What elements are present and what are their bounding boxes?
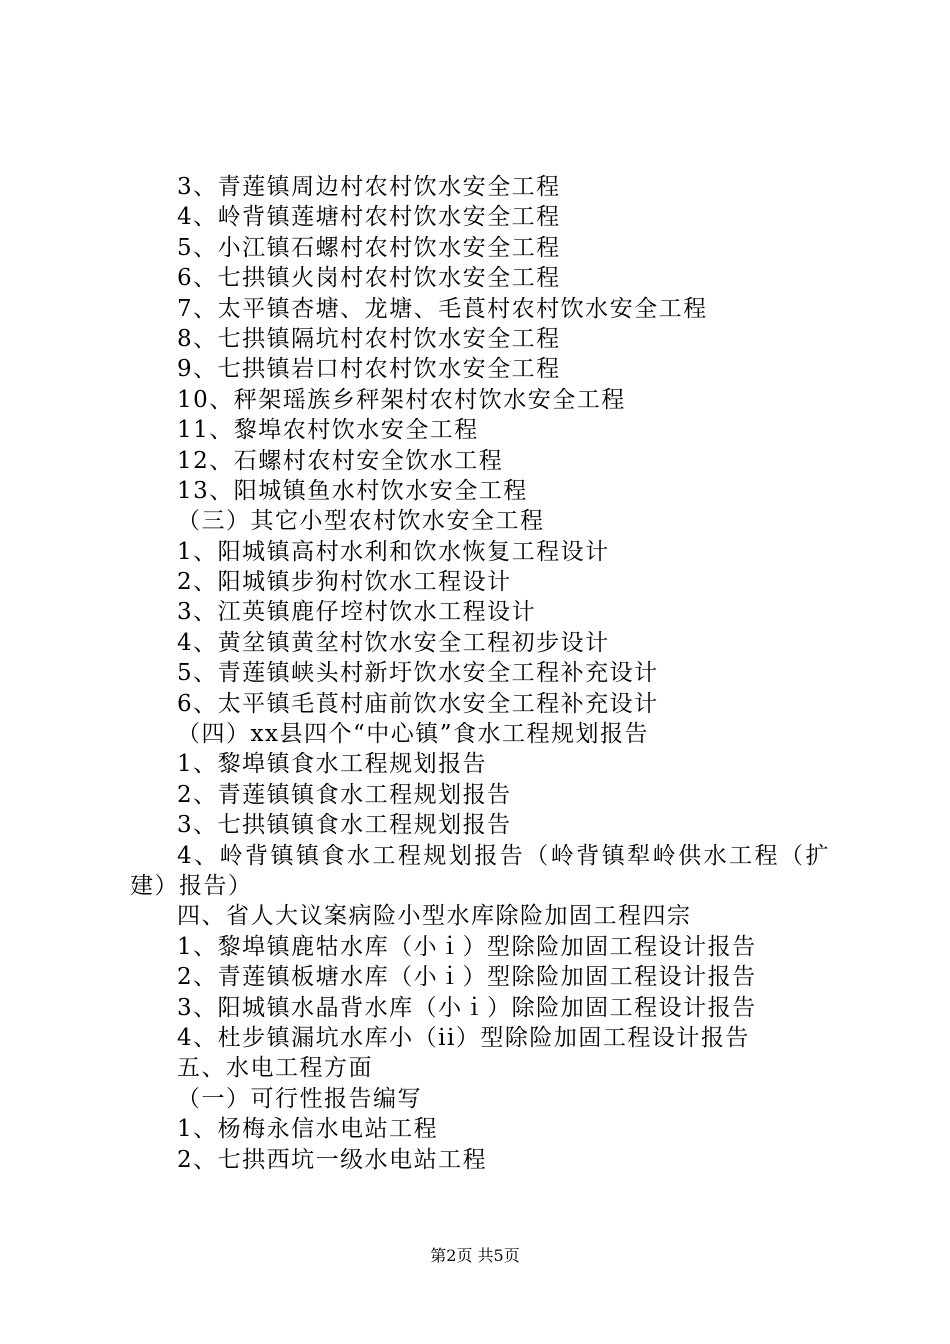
text-line: 7、太平镇杏塘、龙塘、毛莨村农村饮水安全工程 [177, 295, 708, 322]
text-line: 2、青莲镇板塘水库（小ｉ）型除险加固工程设计报告 [177, 964, 757, 991]
text-line: 3、青莲镇周边村农村饮水安全工程 [177, 174, 561, 200]
text-line-wrapped: 4、岭背镇镇食水工程规划报告（岭背镇犁岭供水工程（扩建）报告） [130, 842, 830, 899]
section-heading: （一）可行性报告编写 [177, 1085, 422, 1112]
text-line: 6、太平镇毛莨村庙前饮水安全工程补充设计 [177, 690, 659, 717]
text-line: 1、黎埠镇鹿牯水库（小ｉ）型除险加固工程设计报告 [177, 933, 757, 960]
text-line: 4、黄坌镇黄坌村饮水安全工程初步设计 [177, 629, 610, 656]
text-line: 4、岭背镇莲塘村农村饮水安全工程 [177, 204, 561, 231]
text-line: 3、阳城镇水晶背水库（小ｉ）除险加固工程设计报告 [177, 994, 757, 1021]
document-body [130, 172, 830, 1175]
section-heading: 五、水电工程方面 [177, 1055, 373, 1082]
text-line: 11、黎埠农村饮水安全工程 [177, 417, 479, 444]
text-line: 9、七拱镇岩口村农村饮水安全工程 [177, 356, 561, 383]
text-line: 2、七拱西坑一级水电站工程 [177, 1146, 488, 1173]
text-line: 2、阳城镇步狗村饮水工程设计 [177, 569, 512, 596]
text-line: 3、江英镇鹿仔埪村饮水工程设计 [177, 599, 537, 626]
text-line: 5、青莲镇峡头村新圩饮水安全工程补充设计 [177, 660, 659, 687]
text-line: 13、阳城镇鱼水村饮水安全工程 [177, 477, 528, 504]
page-footer: 第2页 共5页 [430, 1246, 520, 1265]
section-heading: （三）其它小型农村饮水安全工程 [177, 508, 545, 535]
section-heading: 四、省人大议案病险小型水库除险加固工程四宗 [177, 903, 692, 930]
text-line: 10、秤架瑶族乡秤架村农村饮水安全工程 [177, 386, 626, 413]
text-line: 2、青莲镇镇食水工程规划报告 [177, 781, 512, 808]
text-line: 1、杨梅永信水电站工程 [177, 1116, 439, 1143]
section-heading: （四）xx县四个“中心镇”食水工程规划报告 [177, 721, 649, 748]
text-line: 12、石螺村农村安全饮水工程 [177, 447, 504, 474]
text-line: 5、小江镇石螺村农村饮水安全工程 [177, 234, 561, 261]
text-line: 4、杜步镇漏坑水库小（ii）型除险加固工程设计报告 [177, 1024, 750, 1051]
text-line: 6、七拱镇火岗村农村饮水安全工程 [177, 265, 561, 292]
text-line: 1、阳城镇高村水利和饮水恢复工程设计 [177, 538, 610, 565]
text-line: 3、七拱镇镇食水工程规划报告 [177, 812, 512, 839]
text-line: 8、七拱镇隔坑村农村饮水安全工程 [177, 325, 561, 352]
text-line: 1、黎埠镇食水工程规划报告 [177, 751, 488, 778]
